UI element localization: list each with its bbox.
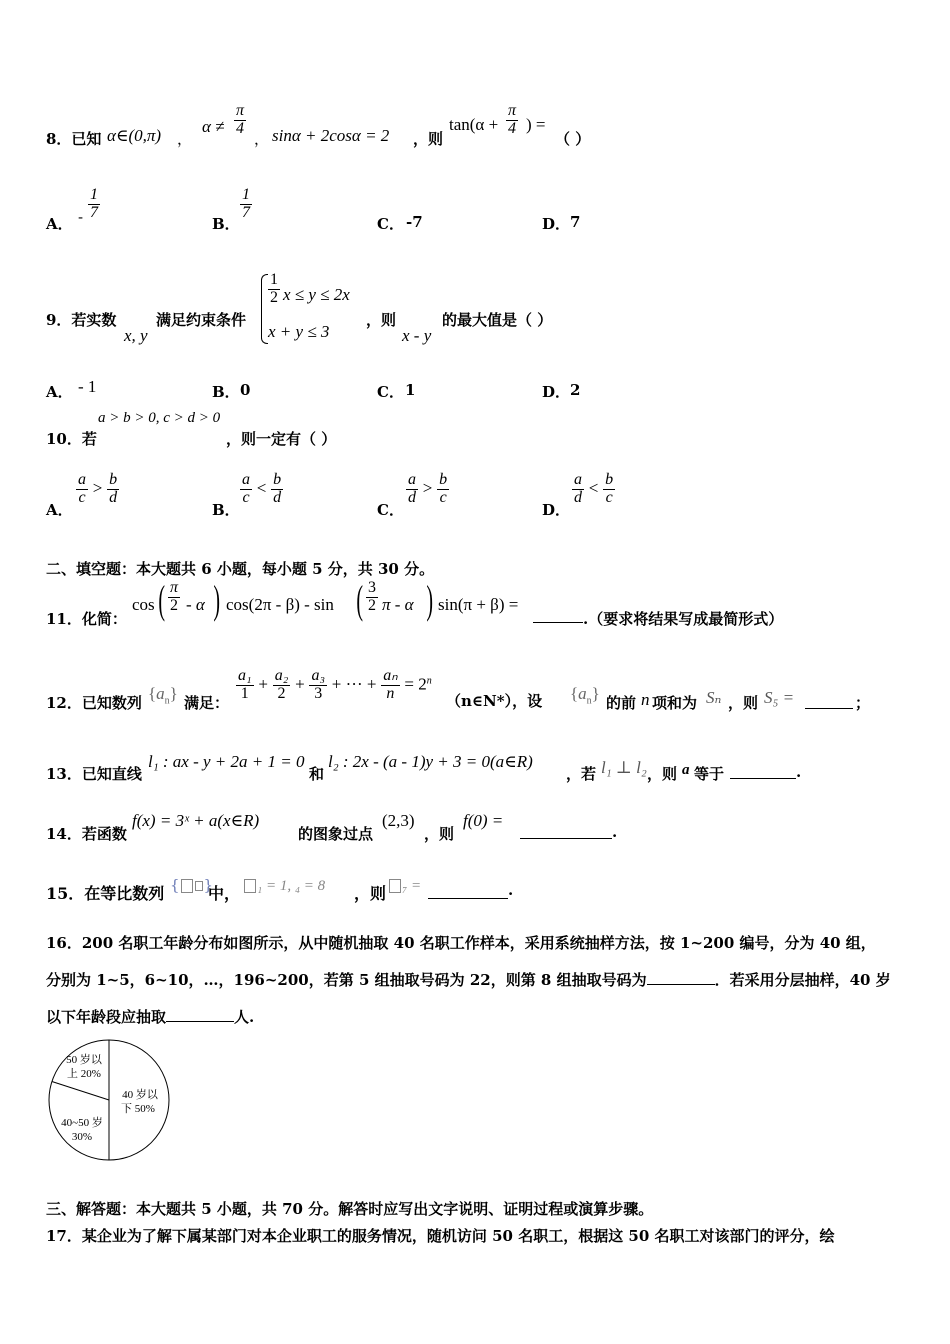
q8-option-a-label: A． — [46, 215, 73, 233]
q16-line3: 以下年龄段应抽取 人. — [46, 1008, 255, 1026]
q13-l1: l₁ : ax - y + 2a + 1 = 0 — [148, 752, 305, 771]
q9-mid: 满足约束条件 — [156, 311, 247, 329]
q16-line1: 16．200 名职工年龄分布如图所示，从中随机抽取 40 名职工作样本，采用系统抽样方法，按 1~200 编号，分为 40 组， — [46, 934, 876, 952]
q16-line2: 分别为 1~5，6~10，…，196~200，若第 5 组抽取号码为 22，则第 8 组抽取号码为 ．若采用分层抽样，40 岁 — [46, 971, 891, 989]
pie-label-under40-l2: 下 50% — [121, 1103, 155, 1115]
q11-tail-expr: sin(π + β) = — [438, 595, 519, 614]
q8-tan-lhs: tan(α + — [449, 115, 499, 134]
q9-option-a-value: - 1 — [78, 377, 97, 396]
q11-tail: .（要求将结果写成最简形式） — [583, 610, 784, 628]
q9-option-c-label: C． — [377, 383, 404, 401]
q10-option-a-expr: $\frac{a}{c}$ > $\frac{b}{d}$ — [78, 471, 118, 506]
q9-option-b-label: B． — [212, 383, 240, 401]
q8-comma2: ， — [254, 130, 270, 148]
q14-fx: f(x) = 3ˣ + a(x∈R) — [132, 811, 260, 830]
q14-point: (2,3) — [382, 811, 415, 830]
q11-pi-minus-alpha: π - α — [382, 595, 414, 614]
q15-given: ₁ = 1, ₄ = 8 — [243, 876, 325, 895]
q9-expr: x - y — [402, 326, 432, 345]
section-3-heading: 三、解答题：本大题共 5 小题，共 70 分。解答时应写出文字说明、证明过程或演算步骤。 — [46, 1200, 654, 1218]
q10-prefix: 10．若 — [46, 430, 97, 448]
q10-option-c-label: C． — [377, 501, 404, 519]
q13-tail: 等于 — [694, 765, 725, 783]
missing-glyph-icon — [181, 879, 193, 893]
q13-end: . — [796, 763, 802, 781]
q11-minus-alpha: - α — [186, 595, 205, 614]
q9-c2: x + y ≤ 3 — [268, 322, 330, 341]
q12-Sn: Sₙ — [706, 688, 722, 707]
q14-answer-blank[interactable] — [520, 820, 612, 839]
q10-tail: ，则一定有（ ） — [226, 430, 337, 448]
missing-glyph-icon — [389, 879, 401, 893]
q12-cond: （n∈N*），设 — [446, 692, 543, 710]
q8-paren: （ ） — [555, 130, 591, 148]
q8-tan-frac: $\frac{\pi}{4}$ — [508, 102, 517, 137]
q13-l2: l₂ : 2x - (a - 1)y + 3 = 0(a∈R) — [328, 752, 533, 771]
q9-option-c-value: 1 — [405, 381, 416, 399]
q12-mid3: 项和为 — [652, 694, 698, 712]
q12-answer-blank[interactable] — [805, 690, 853, 709]
q8-option-c-label: C． — [377, 215, 404, 233]
q11-frac2: $\frac{3}{2}$ — [368, 579, 376, 614]
q14-mid2: ，则 — [424, 825, 455, 843]
q8-option-d-label: D． — [542, 215, 571, 233]
q9-option-d-label: D． — [542, 383, 571, 401]
q13-answer-blank[interactable] — [730, 760, 796, 779]
pie-label-40to50-l1: 40~50 岁 — [61, 1117, 103, 1129]
q15-seq-icon: { } — [170, 876, 214, 894]
q10-option-d-label: D． — [542, 501, 571, 519]
pie-label-40to50-l2: 30% — [71, 1131, 93, 1143]
q11-cos: cos — [132, 595, 155, 614]
q13-mid: ，若 — [566, 765, 597, 783]
section-2-heading: 二、填空题：本大题共 6 小题，每小题 5 分，共 30 分。 — [46, 560, 435, 578]
q11-answer-blank[interactable] — [533, 604, 583, 623]
q8-option-a-sign: - — [78, 208, 84, 226]
q12-end: ； — [855, 694, 871, 712]
q11-mid1: cos(2π - β) - sin — [226, 595, 334, 614]
q10-option-a-label: A． — [46, 501, 73, 519]
q10-cond: a > b > 0, c > d > 0 — [98, 410, 221, 426]
q12-n: n — [641, 690, 650, 709]
q8-option-b-frac: $\frac{1}{7}$ — [242, 186, 250, 221]
q8-cond2: α ≠ — [202, 117, 225, 136]
q12-S5: S₅ = — [764, 688, 795, 707]
q9-ze: ，则 — [366, 311, 397, 329]
q10-option-b-label: B． — [212, 501, 240, 519]
q8-ze: ，则 — [413, 130, 444, 148]
q10-option-b-expr: $\frac{a}{c}$ < $\frac{b}{d}$ — [242, 471, 282, 506]
q13-perp: l₁ ⊥ l₂ — [601, 758, 647, 777]
q12-mid: 满足： — [184, 694, 230, 712]
q11-paren-close-1: ) — [213, 577, 220, 622]
q13-and: 和 — [309, 765, 325, 783]
q14-mid: 的图象过点 — [298, 825, 374, 843]
q8-pi-over-4: $\frac{\pi}{4}$ — [236, 102, 245, 137]
q9-tail: 的最大值是（ ） — [442, 311, 553, 329]
q9-c1-rest: x ≤ y ≤ 2x — [283, 285, 350, 304]
q9-brace — [261, 274, 268, 344]
q8-tan-rhs: ) = — [526, 115, 546, 134]
q8-option-c-value: -7 — [406, 213, 423, 231]
q15-mid: 中， — [208, 884, 241, 903]
q9-option-d-value: 2 — [570, 381, 581, 399]
q8-comma1: ， — [177, 130, 193, 148]
q9-option-a-label: A． — [46, 383, 73, 401]
q11-frac1: $\frac{\pi}{2}$ — [170, 579, 179, 614]
q9-c1-frac: $\frac{1}{2}$ — [270, 271, 278, 306]
age-pie-chart — [44, 1036, 174, 1166]
q12-mid2: 的前 — [606, 694, 637, 712]
q12-mid4: ，则 — [728, 694, 759, 712]
q14-f0: f(0) = — [463, 811, 504, 830]
pie-label-under40-l1: 40 岁以 — [122, 1089, 158, 1101]
q11-prefix: 11．化简： — [46, 610, 127, 628]
q12-seq-an-2: $\{a_n\}$ — [570, 684, 600, 707]
q13-a: a — [682, 762, 690, 778]
q15-end: . — [508, 881, 514, 899]
q17-text: 17．某企业为了解下属某部门对本企业职工的服务情况，随机访问 50 名职工，根据这 50 名职工对该部门的评分，绘 — [46, 1227, 835, 1245]
q11-paren-open-2: ( — [356, 577, 363, 622]
q9-option-b-value: 0 — [240, 381, 251, 399]
q16-answer-blank-2[interactable] — [166, 1007, 234, 1022]
q8-cond1: α∈(0,π) — [107, 126, 162, 145]
q9-vars: x, y — [124, 326, 148, 345]
q15-answer-blank[interactable] — [428, 880, 508, 899]
q8-option-b-label: B． — [212, 215, 240, 233]
q12-prefix: 12．已知数列 — [46, 694, 142, 712]
q15-prefix: 15．在等比数列 — [46, 884, 165, 903]
q12-sum-expr: $\frac{\text{a₁}}{1}$ + $\frac{\text{a₂}}{2}$ + $\frac{\text{a₃}}{3}$ + ··· + $\frac{\text{aₙ}}{n}$ = $2^n$ — [238, 667, 432, 702]
q14-prefix: 14．若函数 — [46, 825, 127, 843]
q8-option-a-frac: $\frac{1}{7}$ — [90, 186, 98, 221]
q8-prefix: 8．已知 — [46, 130, 102, 148]
pie-slice-divider — [52, 1082, 109, 1101]
q15-ask: ₇ = — [388, 876, 421, 895]
q11-paren-close-2: ) — [426, 577, 433, 622]
pie-label-over50-l1: 50 岁以 — [66, 1054, 102, 1066]
q15-ze: ，则 — [354, 884, 387, 903]
q13-mid2: ，则 — [647, 765, 678, 783]
q13-prefix: 13．已知直线 — [46, 765, 142, 783]
q8-cond3: sinα + 2cosα = 2 — [272, 126, 390, 145]
missing-glyph-icon — [195, 881, 203, 891]
q12-seq-an-1: $\{a_n\}$ — [148, 684, 178, 707]
q10-option-d-expr: $\frac{a}{d}$ < $\frac{b}{c}$ — [574, 471, 614, 506]
q9-prefix: 9．若实数 — [46, 311, 117, 329]
q8-option-d-value: 7 — [570, 213, 581, 231]
q10-option-c-expr: $\frac{a}{d}$ > $\frac{b}{c}$ — [408, 471, 448, 506]
pie-label-over50-l2: 上 20% — [67, 1068, 101, 1080]
missing-glyph-icon — [244, 879, 256, 893]
q11-paren-open-1: ( — [158, 577, 165, 622]
q14-end: . — [612, 823, 618, 841]
q16-answer-blank-1[interactable] — [647, 970, 715, 985]
